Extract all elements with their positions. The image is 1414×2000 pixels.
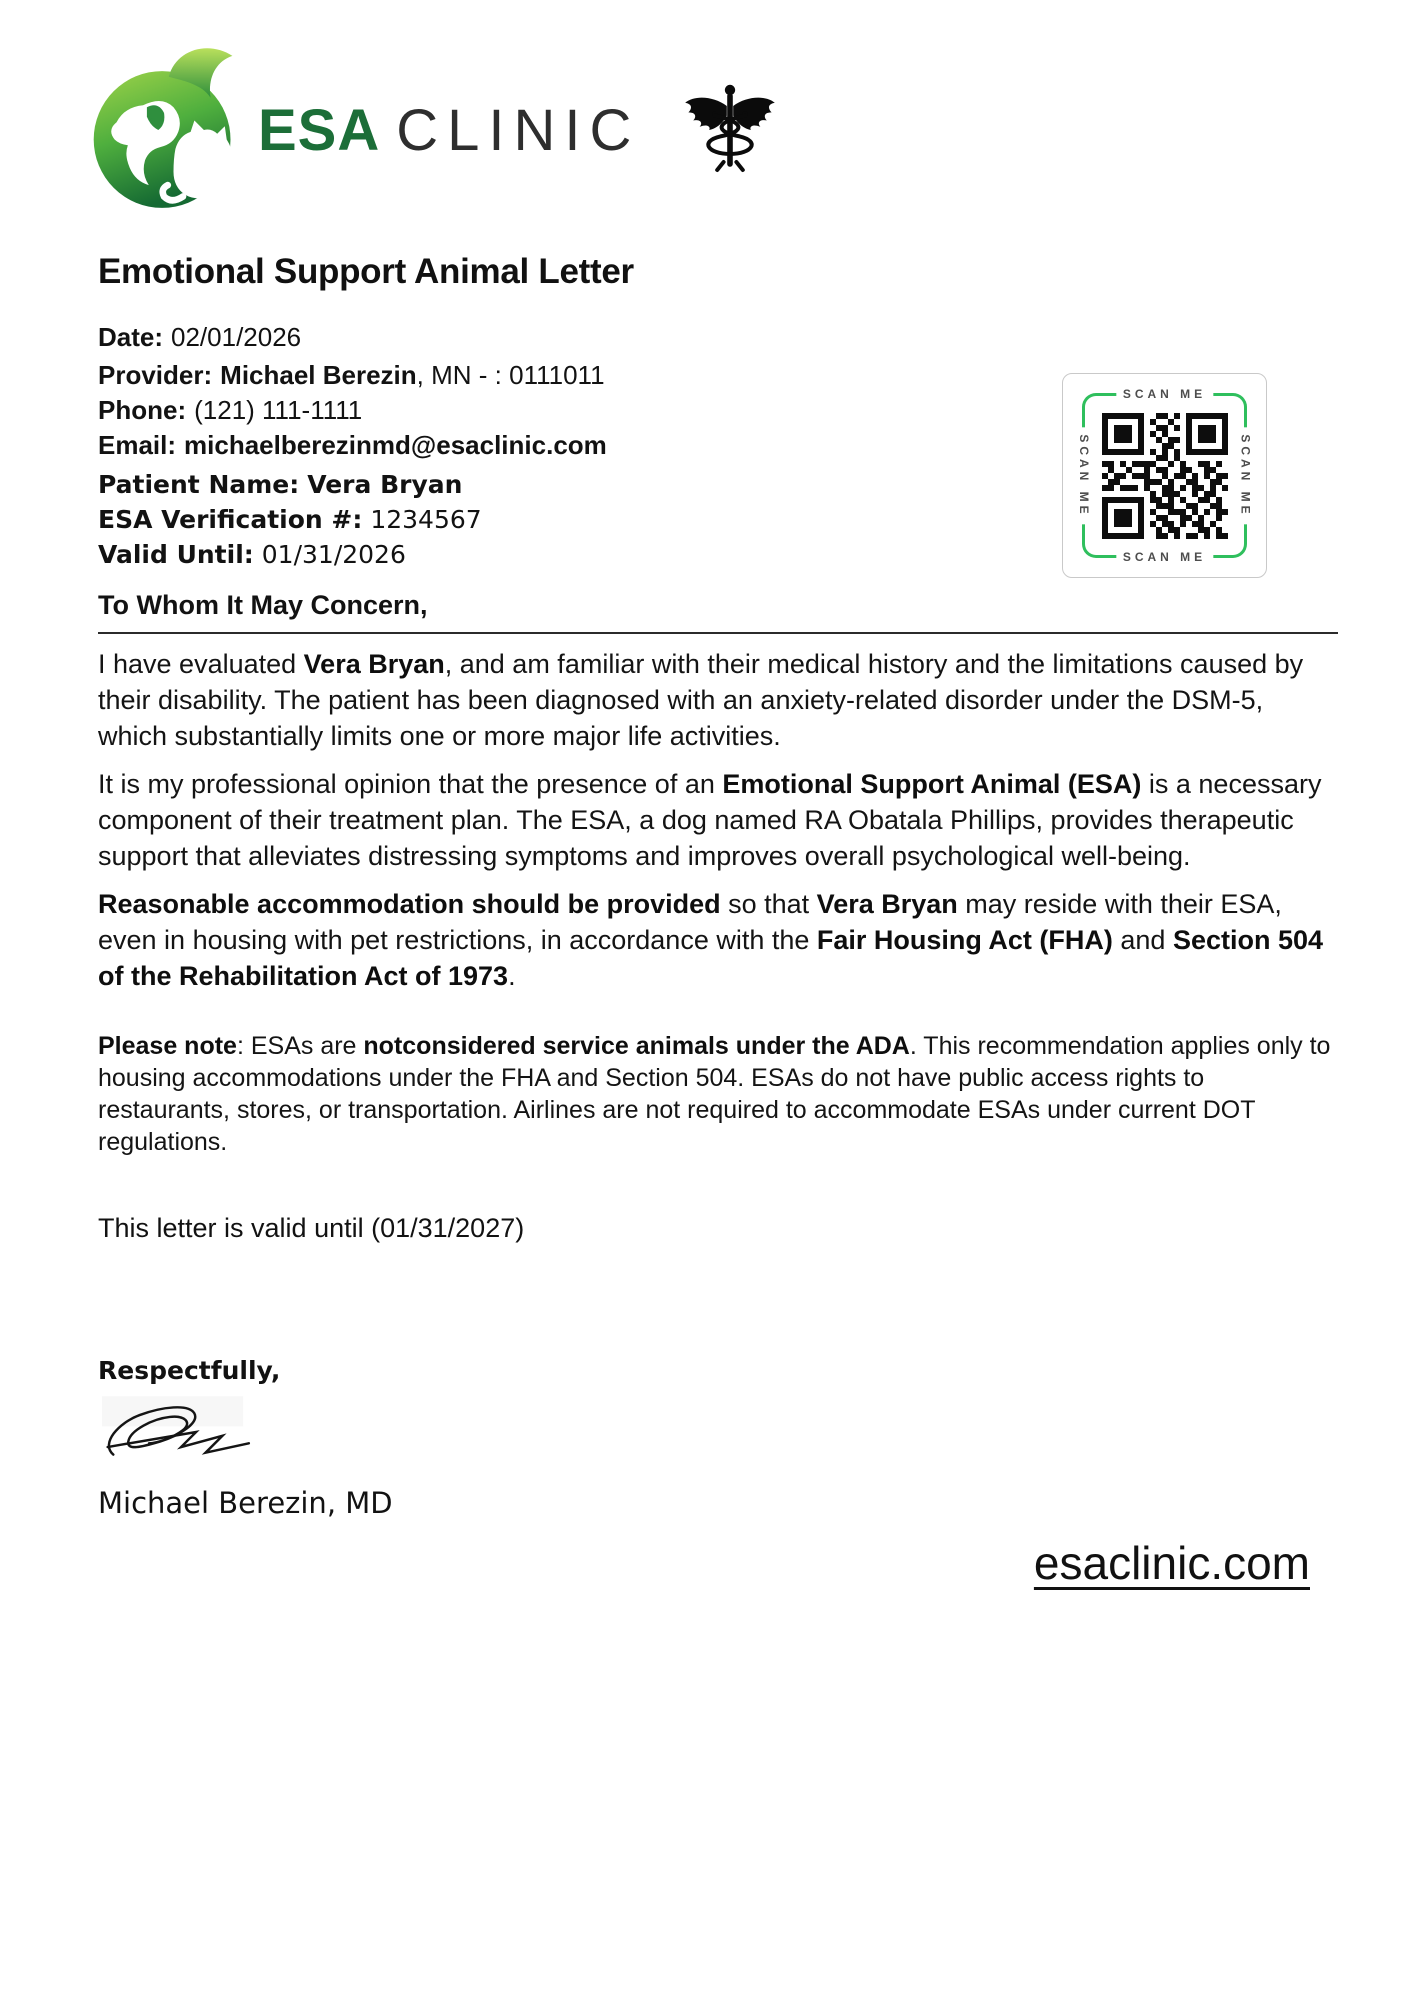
letter-title: Emotional Support Animal Letter: [98, 252, 634, 291]
text-run: It is my professional opinion that the presence of an: [98, 769, 723, 799]
brand-name-clinic: CLINIC: [396, 97, 641, 163]
text-run: Please note: [98, 1032, 237, 1060]
phone-label: Phone:: [98, 395, 187, 425]
closing: Respectfully,: [98, 1356, 281, 1385]
divider: [98, 632, 1338, 634]
date-label: Date:: [98, 322, 164, 352]
text-run: .: [508, 961, 516, 991]
text-run: notconsidered service animals under the ADA: [363, 1032, 910, 1060]
brand-wordmark: [258, 97, 640, 164]
signer-name: Michael Berezin, MD: [98, 1486, 393, 1520]
esa-clinic-logo: [88, 42, 240, 218]
website-link[interactable]: esaclinic.com: [1033, 1537, 1310, 1589]
qr-scan-label-top: SCAN ME: [1116, 387, 1213, 401]
text-run: Vera Bryan: [816, 889, 958, 919]
email-line: [98, 428, 1338, 463]
patient-name-value: Vera Bryan: [307, 470, 463, 499]
paragraph-evaluation: [98, 646, 1338, 754]
signature: [102, 1394, 262, 1470]
text-run: is a necessary component of their treatment plan. The ESA, a dog named RA Obatala Phillips, provides therapeutic support that alleviates distressing symptoms and improves overall psychological well-being.: [98, 769, 1322, 871]
verification-label: ESA Verification #:: [98, 505, 363, 534]
validity-line: This letter is valid until (01/31/2027): [98, 1213, 525, 1243]
paragraph-note: [98, 1030, 1338, 1158]
letter-content: [98, 252, 1338, 1590]
email-label: Email:: [98, 430, 177, 460]
date-line: [98, 320, 1338, 354]
caduceus-icon: [682, 78, 778, 182]
footer: [98, 1536, 1338, 1590]
patient-block: [98, 467, 1338, 572]
qr-scan-label-right: SCAN ME: [1238, 427, 1252, 524]
provider-block: [98, 358, 1338, 463]
valid-until-label: Valid Until:: [98, 540, 254, 569]
provider-line: [98, 358, 1338, 393]
verification-value: 1234567: [370, 505, 482, 534]
text-run: Vera Bryan: [303, 649, 445, 679]
text-run: : ESAs are: [236, 1032, 364, 1060]
text-run: so that: [720, 889, 817, 919]
text-run: may reside with their ESA, even in housing with pet restrictions, in accordance with the: [98, 889, 1282, 955]
qr-scan-label-bottom: SCAN ME: [1116, 550, 1213, 564]
provider-license: , MN - : 0111011: [416, 360, 605, 390]
paragraph-opinion: [98, 766, 1338, 874]
phone-value: (121) 111-1111: [194, 395, 363, 425]
date-value: 02/01/2026: [171, 322, 302, 352]
valid-until-value: 01/31/2026: [261, 540, 406, 569]
email-value: michaelberezinmd@esaclinic.com: [184, 430, 607, 460]
text-run: , and am familiar with their medical history and the limitations caused by their disability. The patient has been diagnosed with an anxiety-related disorder under the DSM-5, which substantially limits one or more major life activities.: [98, 649, 1304, 751]
patient-name-label: Patient Name:: [98, 470, 300, 499]
valid-until-line: [98, 537, 1338, 572]
salutation: To Whom It May Concern,: [98, 590, 428, 620]
provider-label: Provider:: [98, 360, 213, 390]
brand-name-esa: ESA: [258, 97, 381, 163]
qr-scan-label-left: SCAN ME: [1077, 427, 1091, 524]
text-run: Reasonable accommodation should be provided: [98, 889, 721, 919]
text-run: Section 504 of the Rehabilitation Act of 1973: [98, 925, 1324, 991]
text-run: . This recommendation applies only to housing accommodations under the FHA and Section 504. ESAs do not have public access rights to restaurants, stores, or transportation. Airlines are not required to accommodate ESAs under current DOT regulations.: [98, 1032, 1331, 1156]
text-run: I have evaluated: [98, 649, 304, 679]
text-run: and: [1112, 925, 1173, 955]
provider-name: Michael Berezin: [220, 360, 417, 390]
verification-line: [98, 502, 1338, 537]
paragraph-accommodation: [98, 886, 1338, 994]
phone-line: [98, 393, 1338, 428]
patient-name-line: [98, 467, 1338, 502]
text-run: Emotional Support Animal (ESA): [722, 769, 1142, 799]
text-run: Fair Housing Act (FHA): [816, 925, 1113, 955]
brand-header: [88, 42, 778, 218]
